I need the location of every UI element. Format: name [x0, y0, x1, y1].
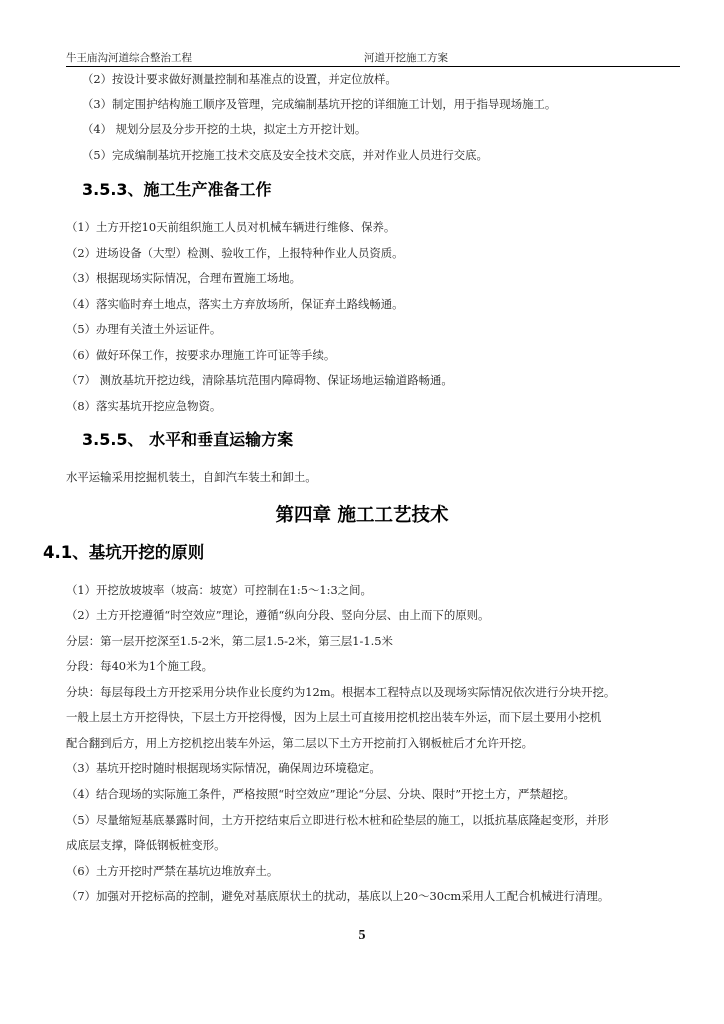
- paragraph-line: 分层：第一层开挖深至1.5-2米，第二层1.5-2米，第三层1-1.5米: [66, 634, 393, 648]
- list-item: （1）土方开挖10天前组织施工人员对机械车辆进行维修、保养。: [66, 220, 396, 234]
- header-project-name: 牛王庙沟河道综合整治工程: [66, 52, 192, 64]
- paragraph-line: 分段：每40米为1个施工段。: [66, 659, 214, 673]
- list-item: （8）落实基坑开挖应急物资。: [66, 399, 222, 413]
- paragraph-line: 成底层支撑，降低钢板桩变形。: [66, 838, 226, 852]
- section-heading-3-5-3: 3.5.3、施工生产准备工作: [82, 180, 272, 199]
- prep-item: （4） 规划分层及分步开挖的土块，拟定土方开挖计划。: [82, 122, 367, 136]
- prep-item: （3）制定围护结构施工顺序及管理，完成编制基坑开挖的详细施工计划，用于指导现场施工。: [82, 97, 557, 111]
- paragraph-line: （1）开挖放坡坡率（坡高：坡宽）可控制在1:5～1:3之间。: [66, 583, 372, 597]
- list-item: （6）做好环保工作，按要求办理施工许可证等手续。: [66, 348, 336, 362]
- chapter-title: 第四章 施工工艺技术: [275, 505, 449, 526]
- list-item: （5）办理有关渣土外运证件。: [66, 322, 222, 336]
- paragraph-line: 分块：每层每段土方开挖采用分块作业长度约为12m。根据本工程特点以及现场实际情况依次进行分块开挖。: [66, 685, 616, 699]
- paragraph-line: （2）土方开挖遵循“时空效应”理论，遵循“纵向分段、竖向分层、由上而下的原则。: [66, 608, 490, 622]
- paragraph-line: 一般上层土方开挖得快，下层土方开挖得慢，因为上层土可直接用挖机挖出装车外运，而下层土要用小挖机: [66, 710, 602, 724]
- list-item: （3）根据现场实际情况，合理布置施工场地。: [66, 271, 302, 285]
- paragraph-line: 配合翻到后方，用上方挖机挖出装车外运，第二层以下土方开挖前打入钢板桩后才允许开挖。: [66, 736, 534, 750]
- list-item: （2）进场设备（大型）检测、验收工作，上报特种作业人员资质。: [66, 246, 404, 260]
- paragraph-line: （3）基坑开挖时随时根据现场实际情况，确保周边环境稳定。: [66, 761, 381, 775]
- list-item: （7） 测放基坑开挖边线，清除基坑范围内障碍物、保证场地运输道路畅通。: [66, 373, 453, 387]
- section-heading-4-1: 4.1、基坑开挖的原则: [43, 543, 205, 562]
- paragraph-line: （4）结合现场的实际施工条件，严格按照“时空效应”理论“分层、分块、限时”开挖土方，严禁超挖。: [66, 787, 575, 801]
- page-number: 5: [358, 928, 366, 943]
- prep-item: （2）按设计要求做好测量控制和基准点的设置，并定位放样。: [82, 72, 397, 86]
- paragraph-line: （6）土方开挖时严禁在基坑边堆放弃土。: [66, 864, 279, 878]
- page-header: [66, 50, 680, 67]
- paragraph-line: （7）加强对开挖标高的控制，避免对基底原状土的扰动，基底以上20～30cm采用人工配合机械进行清理。: [66, 889, 610, 903]
- section-heading-3-5-5: 3.5.5、 水平和垂直运输方案: [82, 430, 294, 449]
- list-item: （4）落实临时弃土地点，落实土方弃放场所，保证弃土路线畅通。: [66, 297, 404, 311]
- paragraph-line: （5）尽量缩短基底暴露时间，土方开挖结束后立即进行松木桩和砼垫层的施工，以抵抗基底隆起变形，并形: [66, 813, 609, 827]
- prep-item: （5）完成编制基坑开挖施工技术交底及安全技术交底，并对作业人员进行交底。: [82, 148, 488, 162]
- header-document-title: 河道开挖施工方案: [364, 52, 448, 64]
- paragraph: 水平运输采用挖掘机装土，自卸汽车装土和卸土。: [66, 470, 317, 484]
